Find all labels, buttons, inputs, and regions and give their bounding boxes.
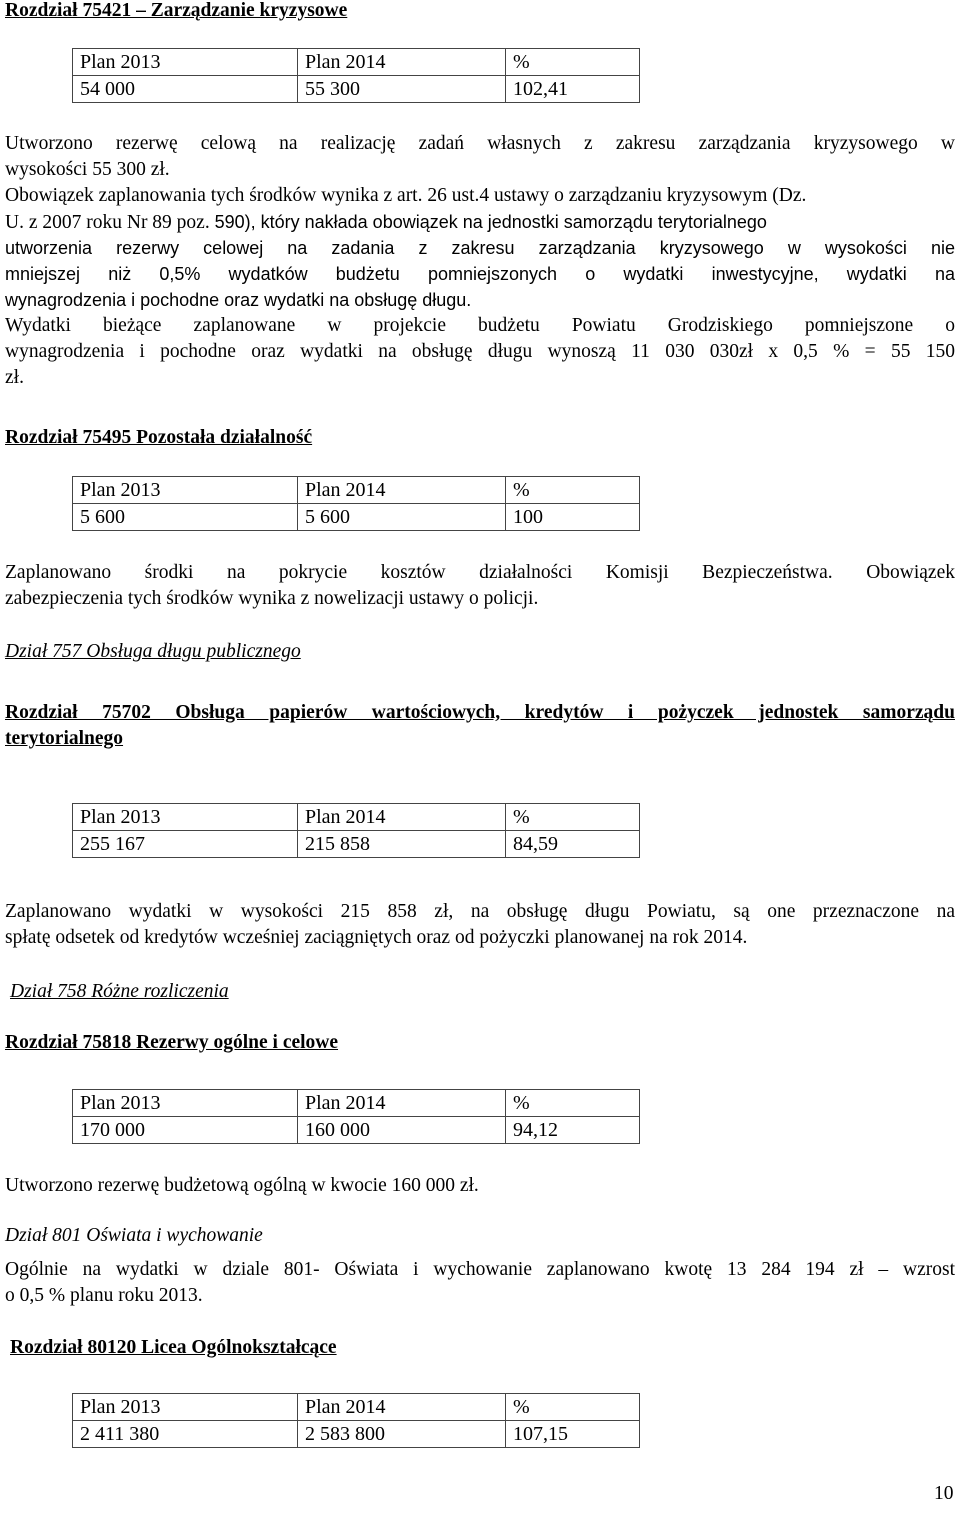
table-cell: 215 858 <box>298 831 506 858</box>
plan-table-80120 <box>72 1393 640 1448</box>
table-row <box>73 831 640 858</box>
table-cell: Plan 2014 <box>298 804 506 831</box>
text-line: Utworzono rezerwę budżetową ogólną w kwocie 160 000 zł. <box>5 1175 479 1196</box>
table-row <box>73 504 640 531</box>
table-cell: 255 167 <box>73 831 298 858</box>
text-line: wysokości 55 300 zł. <box>5 159 170 180</box>
table-cell: % <box>506 1394 640 1421</box>
paragraph-75818 <box>5 1173 955 1199</box>
table-cell: Plan 2013 <box>73 49 298 76</box>
text-line: utworzenia rezerwy celowej na zadania z zakresu zarządzania kryzysowego w wysokości nie <box>5 238 955 258</box>
table-cell: % <box>506 49 640 76</box>
table-cell: % <box>506 477 640 504</box>
table-row <box>73 1117 640 1144</box>
plan-table-75818 <box>72 1089 640 1144</box>
text-line: spłatę odsetek od kredytów wcześniej zaciągniętych oraz od pożyczki planowanej na rok 2014. <box>5 927 748 948</box>
dzial-heading-758: Dział 758 Różne rozliczenia <box>10 981 229 1002</box>
table-cell: 5 600 <box>298 504 506 531</box>
table-row <box>73 1421 640 1448</box>
table-cell: 5 600 <box>73 504 298 531</box>
table-header-row <box>73 49 640 76</box>
table-cell: Plan 2014 <box>298 1394 506 1421</box>
table-cell: 2 583 800 <box>298 1421 506 1448</box>
section-heading-75421: Rozdział 75421 – Zarządzanie kryzysowe <box>5 0 348 21</box>
table-cell: 102,41 <box>506 76 640 103</box>
section-heading-75495: Rozdział 75495 Pozostała działalność <box>5 427 313 448</box>
text-line: o 0,5 % planu roku 2013. <box>5 1285 203 1306</box>
text-line: Zaplanowano środki na pokrycie kosztów działalności Komisji Bezpieczeństwa. Obowiązek <box>5 562 955 583</box>
table-row <box>73 76 640 103</box>
text-fragment: 590), który nakłada obowiązek na jednostki samorządu terytorialnego <box>214 212 767 232</box>
plan-table-75421 <box>72 48 640 103</box>
section-heading-75702-cont: terytorialnego <box>5 728 124 749</box>
section-heading-75702: Rozdział 75702 Obsługa papierów wartościowych, kredytów i pożyczek jednostek samorządu <box>5 702 955 723</box>
section-heading-75818: Rozdział 75818 Rezerwy ogólne i celowe <box>5 1032 339 1053</box>
table-cell: Plan 2013 <box>73 477 298 504</box>
dzial-heading-757: Dział 757 Obsługa długu publicznego <box>5 641 301 662</box>
page-number: 10 <box>934 1483 954 1504</box>
section-heading-80120: Rozdział 80120 Licea Ogólnokształcące <box>10 1337 337 1358</box>
dzial-heading-801: Dział 801 Oświata i wychowanie <box>5 1225 263 1246</box>
table-cell: Plan 2014 <box>298 1090 506 1117</box>
table-cell: Plan 2013 <box>73 1090 298 1117</box>
table-cell: Plan 2014 <box>298 477 506 504</box>
text-line: wynagrodzenia i pochodne oraz wydatki na obsługę długu wynoszą 11 030 030zł x 0,5 % = 55 150 <box>5 341 955 362</box>
text-line <box>5 209 955 235</box>
table-cell: 54 000 <box>73 76 298 103</box>
text-line: zabezpieczenia tych środków wynika z nowelizacji ustawy o policji. <box>5 588 539 609</box>
text-line: Ogólnie na wydatki w dziale 801- Oświata i wychowanie zaplanowano kwotę 13 284 194 zł – wzrost <box>5 1259 955 1280</box>
table-header-row <box>73 1394 640 1421</box>
plan-table-75702 <box>72 803 640 858</box>
text-line: wynagrodzenia i pochodne oraz wydatki na obsługę długu. <box>5 290 472 310</box>
paragraph-75702 <box>5 899 955 951</box>
table-cell: Plan 2014 <box>298 49 506 76</box>
table-cell: Plan 2013 <box>73 1394 298 1421</box>
table-cell: 94,12 <box>506 1117 640 1144</box>
text-line: Wydatki bieżące zaplanowane w projekcie budżetu Powiatu Grodziskiego pomniejszone o <box>5 315 955 336</box>
table-header-row <box>73 477 640 504</box>
text-line: Obowiązek zaplanowania tych środków wynika z art. 26 ust.4 ustawy o zarządzaniu kryzysowym (Dz. <box>5 185 807 206</box>
text-line: mniejszej niż 0,5% wydatków budżetu pomniejszonych o wydatki inwestycyjne, wydatki na <box>5 264 955 284</box>
text-line: Zaplanowano wydatki w wysokości 215 858 zł, na obsługę długu Powiatu, są one przeznaczone na <box>5 901 955 922</box>
table-cell: 100 <box>506 504 640 531</box>
plan-table-75495 <box>72 476 640 531</box>
paragraph-75421 <box>5 131 955 391</box>
table-cell: % <box>506 1090 640 1117</box>
table-cell: 160 000 <box>298 1117 506 1144</box>
table-cell: Plan 2013 <box>73 804 298 831</box>
table-cell: % <box>506 804 640 831</box>
paragraph-801 <box>5 1257 955 1309</box>
table-cell: 107,15 <box>506 1421 640 1448</box>
table-cell: 55 300 <box>298 76 506 103</box>
table-cell: 84,59 <box>506 831 640 858</box>
table-cell: 170 000 <box>73 1117 298 1144</box>
paragraph-75495 <box>5 560 955 612</box>
text-line: Utworzono rezerwę celową na realizację zadań własnych z zakresu zarządzania kryzysowego w <box>5 133 955 154</box>
table-header-row <box>73 804 640 831</box>
table-cell: 2 411 380 <box>73 1421 298 1448</box>
text-fragment: U. z 2007 roku Nr 89 poz. <box>5 212 210 233</box>
text-line: zł. <box>5 367 24 388</box>
table-header-row <box>73 1090 640 1117</box>
